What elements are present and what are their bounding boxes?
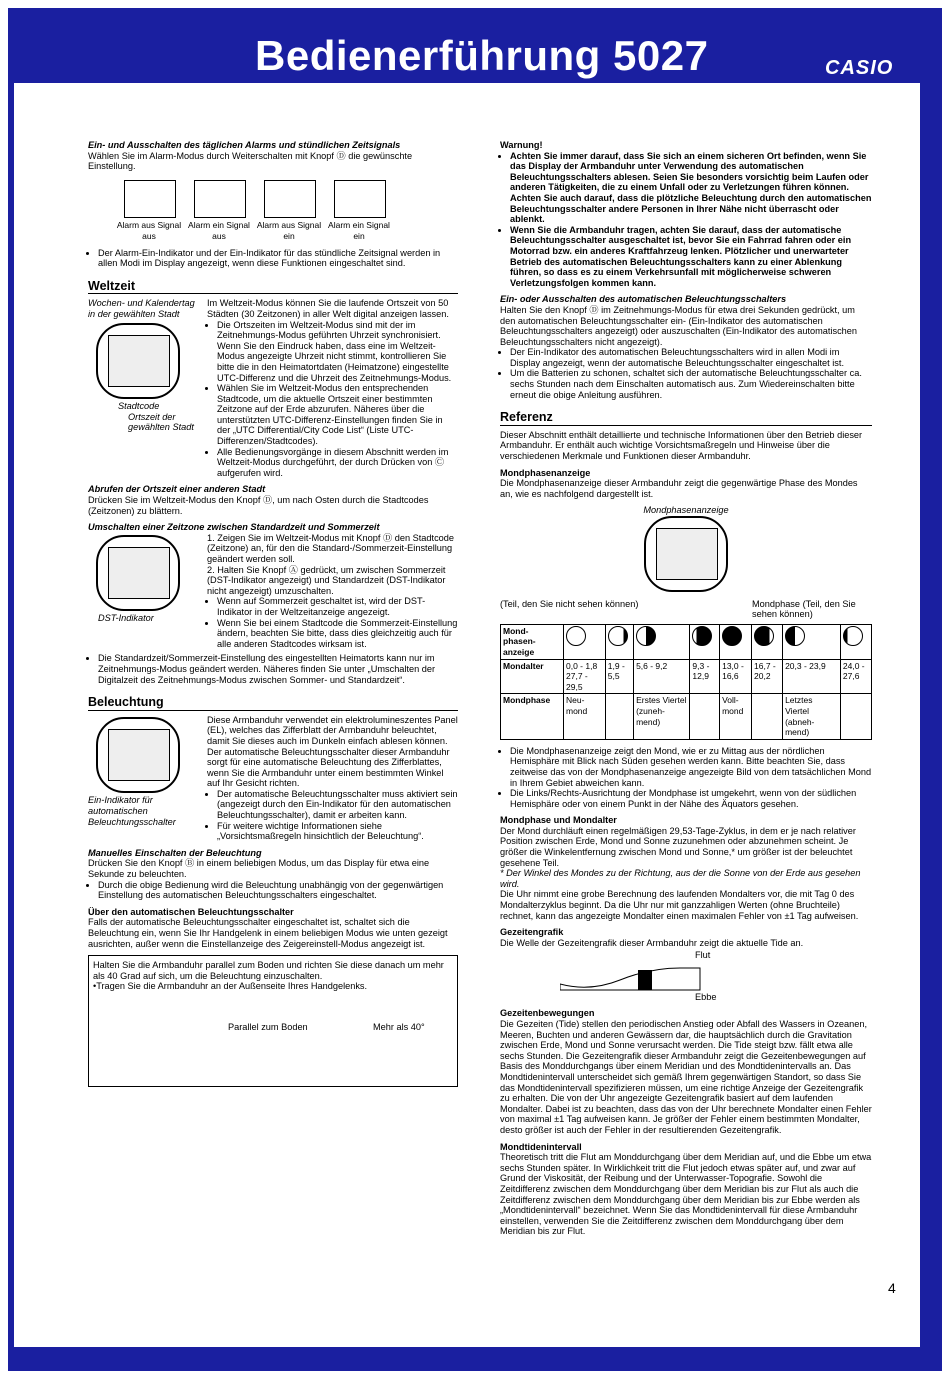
moon-icon <box>752 624 783 659</box>
mond-bullet: • Die Links/Rechts-Ausrichtung der Mondphase ist umgekehrt, wenn von der südlichen Hemisphäre oder von einem Punkt in der Nähe des Äquators gesehen. <box>510 788 872 809</box>
right-column <box>500 140 872 1237</box>
watch-illustration <box>96 323 180 399</box>
weltzeit-label-day: Wochen- und Kalendertag in der gewählten Stadt <box>88 298 195 319</box>
moon-age: 5,6 - 9,2 <box>634 659 690 694</box>
umschalten-bullet: • Wenn auf Sommerzeit geschaltet ist, wird der DST-Indikator in der Weltzeitanzeige angezeigt. <box>217 596 458 617</box>
moon-icon <box>564 624 606 659</box>
watch-illustration <box>96 535 180 611</box>
moon-icon <box>634 624 690 659</box>
tide-wave <box>560 962 720 992</box>
alarm-state-label: Alarm ein Signal ein <box>328 220 390 241</box>
tilt-illustration <box>93 992 453 1082</box>
alarm-diagram <box>116 180 458 242</box>
gezeit-heading: Gezeitengrafik <box>500 927 564 938</box>
beleuchtung-figure <box>88 715 203 842</box>
mond-figure <box>500 516 872 595</box>
alter-heading: Mondphase und Mondalter <box>500 815 617 826</box>
mond-text: Die Mondphasenanzeige dieser Armbanduhr zeigt die gegenwärtige Phase des Mondes an, wie es nachfolgend dargestellt ist. <box>500 478 858 499</box>
moon-phase <box>752 694 783 739</box>
abrufen-heading: Abrufen der Ortszeit einer anderen Stadt <box>88 484 266 495</box>
weltzeit-heading: Weltzeit <box>88 281 458 295</box>
switch-bullet: • Der Ein-Indikator des automatischen Beleuchtungsschalters wird in allen Modi im Display angezeigt, wenn der automatische Beleuchtungsschalter eingeschaltet ist. <box>510 347 872 368</box>
weltzeit-label-city: Stadtcode <box>118 401 160 412</box>
moon-age: 0,0 - 1,8 27,7 - 29,5 <box>564 659 606 694</box>
manuell-heading: Manuelles Einschalten der Beleuchtung <box>88 847 262 858</box>
moon-age: 20,3 - 23,9 <box>783 659 841 694</box>
umschalten-bullet: • Wenn Sie bei einem Stadtcode die Sommerzeit-Einstellung ändern, beachten Sie bitte, dass dies gleichzeitig auch für alle anderen Stadtcodes wirksam ist. <box>217 618 458 650</box>
left-column <box>88 140 458 1087</box>
umschalten-step: 2. Halten Sie Knopf Ⓐ gedrückt, um zwischen Sommerzeit (DST-Indikator angezeigt) und Standardzeit (DST-Indikator nicht angezeigt) umzuschalten. <box>207 564 446 596</box>
auto-text: Falls der automatische Beleuchtungsschalter eingeschaltet ist, schaltet sich die Beleuchtung ein, wenn Sie Ihr Handgelenk in einem beliebigen Modus wie unten gezeigt ausrichten, außer wenn die Einstellanzeige des Zeigereinstell-Modus angezeigt ist. <box>88 917 448 949</box>
flut-label: Flut <box>695 950 711 961</box>
watch-display <box>108 547 170 599</box>
table-row-label: Mond-phasen-anzeige <box>501 624 564 659</box>
moon-age: 16,7 - 20,2 <box>752 659 783 694</box>
moon-icon <box>783 624 841 659</box>
manuell-text: Drücken Sie den Knopf Ⓑ in einem beliebigen Modus, um das Display für etwa eine Sekunde zu beleuchten. <box>88 858 430 880</box>
bew-text: Die Gezeiten (Tide) stellen den periodischen Anstieg oder Abfall des Wassers in Ozeanen, Meeren, Buchten und anderen Gewässern dar, die hauptsächlich durch die Gravitation zwischen Erde, Mond und Sonne verursacht werden. Die Tide steigt bzw. fällt etwa alle sechs Stunden. Die Gezeitengrafik dieser Armbanduhr zeigt die Gezeitenbewegungen auf Basis des Monddurchgangs über einem Meridian und des Mondtidenintervalls an. Das Mondtidenintervall unterscheidet sich gemäß Ihrem gegenwärtigen Standort, so dass Sie das Mondtidenintervall spezifizieren müssen, um eine richtige Anzeige der Gezeitengrafik zu erhalten. Die von der Uhr angezeigte Gezeitengrafik basiert auf dem laufenden Mondalter. Dabei ist zu beachten, dass das von der Uhr berechnete Mondalter einen Fehler von maximal ±1 Tag aufweisen kann. Je größer der Fehler einem bestimmten Mondalter, desto größer ist auch der Fehler in der resultierenden Gezeitengrafik. <box>500 1019 872 1135</box>
alter-text: Der Mond durchläuft einen regelmäßigen 29,53-Tage-Zyklus, in dem er je nach relativer Position zwischen Erde, Mond und Sonne zuzunehmen oder abzunehmen scheint. Je größer die Winkelentfernung zwischen Mond und Sonne,* um größer ist der beleuchtet gesehene Teil. <box>500 825 856 868</box>
alarm-state-label: Alarm aus Signal ein <box>256 220 322 241</box>
switch-text: Halten Sie den Knopf Ⓓ im Zeitnehmungs-Modus für etwa drei Sekunden gedrückt, um den automatischen Beleuchtungsschalter ein- (Ein-Indikator des automatischen Beleuchtungsschalters angezeigt) oder auszuschalten (Ein-Indikator des automatischen Beleuchtungsschalters nicht angezeigt). <box>500 304 857 347</box>
tilt-instruction-box <box>88 955 458 1087</box>
box-text: Halten Sie die Armbanduhr parallel zum Boden und richten Sie diese danach um mehr als 40 Grad auf sich, um die Beleuchtung einzuschalten. <box>93 960 444 981</box>
weltzeit-bullet: • Alle Bedienungsvorgänge in diesem Abschnitt werden im Weltzeit-Modus durchgeführt, der durch Drücken von Ⓒ aufgerufen wird. <box>217 447 458 479</box>
moon-age: 1,9 - 5,5 <box>605 659 633 694</box>
moon-age: 13,0 - 16,6 <box>720 659 752 694</box>
switch-bullet: • Um die Batterien zu schonen, schaltet sich der automatische Beleuchtungsschalter ca. sechs Stunden nach dem Einschalten automatisch aus. Zum Wiedereinschalten bitte erneut die obige Anleitung ausführen. <box>510 368 872 400</box>
referenz-heading: Referenz <box>500 412 872 426</box>
alarm-note: • Der Alarm-Ein-Indikator und der Ein-Indikator für das stündliche Zeitsignal werden in allen Modi im Display angezeigt, wenn diese Funktionen eingeschaltet sind. <box>98 248 458 269</box>
moon-phase: Erstes Viertel (zuneh-mend) <box>634 694 690 739</box>
referenz-text: Dieser Abschnitt enthält detaillierte und technische Informationen über den Betrieb dieser Armbanduhr. Er enthält auch wichtige Vorsichtsmaßregeln und Hinweise über die verschiedenen Merkmale und Funktionen dieser Armbanduhr. <box>500 429 863 462</box>
warning-title: Warnung! <box>500 140 543 150</box>
moon-icon <box>720 624 752 659</box>
box-bullet: •Tragen Sie die Armbanduhr an der Außenseite Ihres Handgelenks. <box>93 981 368 992</box>
weltzeit-bullet: • Die Ortszeiten im Weltzeit-Modus sind mit der im Zeitnehmungs-Modus geführten Uhrzeit synchronisiert. Wenn Sie den Eindruck haben, dass eine im Weltzeit-Modus angezeigte Uhrzeit nicht stimmt, kontrollieren Sie bitte die in den Heimatortdaten (Heimatzone) eingestellte UTC-Differenz und die Uhrzeit des Zeitnehmungs-Modus. <box>217 320 458 384</box>
switch-heading: Ein- oder Ausschalten des automatischen Beleuchtungsschalters <box>500 294 787 305</box>
moon-phase: Neu-mond <box>564 694 606 739</box>
alarm-display-3 <box>264 180 316 218</box>
table-row-label: Mondalter <box>501 659 564 694</box>
box-label-angle: Mehr als 40° <box>373 1021 425 1032</box>
umschalten-note: • Die Standardzeit/Sommerzeit-Einstellung des eingestellten Heimatorts kann nur im Zeitnehmungs-Modus geändert werden. Näheres finden Sie unter „Umschalten der Digitalzeit des Zeitnehmungs-Modus zwischen Sommer- und Standardzeit“. <box>98 653 458 685</box>
warning-bullet: • Wenn Sie die Armbanduhr tragen, achten Sie darauf, dass der automatische Beleuchtungsschalter ausgeschaltet ist, bevor Sie ein Fahrrad fahren oder ein Motorrad bzw. ein anderes Kraftfahrzeug lenken. Plötzlicher und unerwarteter Betrieb des automatischen Beleuchtungsschalters kann zu einer Ablenkung führen, so dass es zu einem Verkehrsunfall mit möglicherweise schweren Verletzungsfolgen kommen kann. <box>510 225 872 289</box>
manuell-bullet: • Durch die obige Bedienung wird die Beleuchtung unabhängig von der gegenwärtigen Einstellung des automatischen Beleuchtungsschalters eingeschaltet. <box>98 880 458 901</box>
mond-bullet: • Die Mondphasenanzeige zeigt den Mond, wie er zu Mittag aus der nördlichen Hemisphäre mit Blick nach Süden gesehen werden kann. Bitte beachten Sie, dass zeitweise das von der Mondphasenanzeige angezeigte Bild von dem tatsächlichen Mond in Ihrem Gebiet abweichen kann. <box>510 746 872 788</box>
page-number: 4 <box>888 1280 896 1296</box>
mond-table <box>500 624 872 740</box>
page-title: Bedienerführung 5027 <box>255 32 709 79</box>
ebbe-label: Ebbe <box>695 992 717 1003</box>
watch-display <box>656 528 718 580</box>
alter-text-2: Die Uhr nimmt eine grobe Berechnung des laufenden Mondalters vor, die mit Tag 0 des Mondalterzyklus beginnt. Da die Uhr nur mit ganzzahligen Werten (ohne Bruchteile) rechnet, kann das angezeigte Mondalter einen maximalen Fehler von ±1 Tag aufweisen. <box>500 889 859 921</box>
mond-figure-label: Mondphasenanzeige <box>643 505 729 516</box>
alarm-heading: Ein- und Ausschalten des täglichen Alarms und stündlichen Zeitsignals <box>88 140 401 150</box>
alarm-display-1 <box>124 180 176 218</box>
beleuchtung-bullet: • Für weitere wichtige Informationen siehe „Vorsichtsmaßregeln hinsichtlich der Beleuchtung“. <box>217 821 458 842</box>
auto-heading: Über den automatischen Beleuchtungsschalter <box>88 906 294 917</box>
moon-icon <box>690 624 720 659</box>
box-label-parallel: Parallel zum Boden <box>228 1021 308 1032</box>
moon-icon <box>605 624 633 659</box>
alter-note: * Der Winkel des Mondes zu der Richtung, aus der die Sonne von der Erde aus gesehen wird. <box>500 868 861 889</box>
abrufen-text: Drücken Sie im Weltzeit-Modus den Knopf Ⓓ, um nach Osten durch die Stadtcodes (Zeitzonen) zu blättern. <box>88 495 429 516</box>
alarm-state-label: Alarm aus Signal aus <box>116 220 182 241</box>
moon-age: 24,0 - 27,6 <box>840 659 871 694</box>
weltzeit-label-time: Ortszeit der gewählten Stadt <box>128 411 194 433</box>
beleuchtung-intro: Diese Armbanduhr verwendet ein elektrolumineszentes Panel (EL), welches das Zifferblatt der Armbanduhr beleuchtet, damit Sie dieses auch im Dunkeln einfach ablesen können. Der automatische Beleuchtungsschalter dieser Armbanduhr sorgt für eine automatische Beleuchtung des Zifferblattes, wenn Sie die Armbanduhr unter einem bestimmten Winkel auf Ihr Gesicht richten. <box>207 714 458 789</box>
alarm-display-2 <box>194 180 246 218</box>
table-row-label: Mondphase <box>501 694 564 739</box>
watch-display <box>108 729 170 781</box>
beleuchtung-label: Ein-Indikator für automatischen Beleuchtungsschalter <box>88 795 176 827</box>
tide-graph <box>500 948 872 1004</box>
moon-phase <box>690 694 720 739</box>
weltzeit-figure <box>88 298 203 478</box>
gezeit-text: Die Welle der Gezeitengrafik dieser Armbanduhr zeigt die aktuelle Tide an. <box>500 937 804 948</box>
alarm-display-4 <box>334 180 386 218</box>
int-heading: Mondtidenintervall <box>500 1141 582 1152</box>
beleuchtung-bullet: • Der automatische Beleuchtungsschalter muss aktiviert sein (angezeigt durch den Ein-Indikator für den automatischen Beleuchtungsschalter), damit er arbeiten kann. <box>217 789 458 821</box>
watch-display <box>108 335 170 387</box>
moon-phase: Letztes Viertel (abneh-mend) <box>783 694 841 739</box>
beleuchtung-heading: Beleuchtung <box>88 697 458 711</box>
int-text: Theoretisch tritt die Flut am Monddurchgang über dem Meridian auf, und die Ebbe um etwa sechs Stunden später. In Wirklichkeit tritt die Flut jedoch etwas später auf, und zwar auf Grund der Viskosität, der Reibung und der Unterwasser-Topografie. Sowohl die Zeitdifferenz zwischen dem Monddurchgang über dem Meridian bis zur Flut als auch die Zeitdifferenz zwischen dem Monddurchgang über dem Meridian bis zur Ebbe werden als „Mondtidenintervall“ bezeichnet. Wenn Sie das Mondtidenintervall für diese Armbanduhr einstellen, verwenden Sie die Zeitdifferenz zwischen dem Monddurchgang über dem Meridian bis zur Flut. <box>500 1152 872 1237</box>
dst-label: DST-Indikator <box>98 613 154 624</box>
mond-fig-right-label: Mondphase (Teil, den Sie sehen können) <box>752 598 856 620</box>
brand-logo: CASIO <box>825 57 894 79</box>
moon-phase: Voll-mond <box>720 694 752 739</box>
moon-icon <box>840 624 871 659</box>
bew-heading: Gezeitenbewegungen <box>500 1008 595 1019</box>
moon-phase <box>605 694 633 739</box>
weltzeit-intro: Im Weltzeit-Modus können Sie die laufende Ortszeit von 50 Städten (30 Zeitzonen) in aller Welt digital anzeigen lassen. <box>207 298 449 319</box>
moon-age: 9,3 - 12,9 <box>690 659 720 694</box>
moon-phase <box>840 694 871 739</box>
warning-bullet: • Achten Sie immer darauf, dass Sie sich an einem sicheren Ort befinden, wenn Sie das Display der Armbanduhr unter Verwendung des automatischen Beleuchtungsschalters ablesen. Seien Sie besonders vorsichtig beim Laufen oder anderen Tätigkeiten, die zu einem Unfall oder zu Verletzungen führen können. Achten Sie auch darauf, dass die plötzliche Beleuchtung durch den automatischen Beleuchtungsschalter andere Personen in Ihrer Nähe nicht überrascht oder ablenkt. <box>510 151 872 225</box>
alarm-text: Wählen Sie im Alarm-Modus durch Weiterschalten mit Knopf Ⓓ die gewünschte Einstellung. <box>88 150 413 172</box>
umschalten-heading: Umschalten einer Zeitzone zwischen Standardzeit und Sommerzeit <box>88 522 380 533</box>
umschalten-step: 1. Zeigen Sie im Weltzeit-Modus mit Knopf Ⓓ den Stadtcode (Zeitzone) an, für den die Standard-/Sommerzeit-Einstellung geändert werden soll. <box>207 532 454 564</box>
mond-heading: Mondphasenanzeige <box>500 467 591 478</box>
alarm-state-label: Alarm ein Signal aus <box>188 220 250 241</box>
dst-figure <box>88 533 203 650</box>
weltzeit-bullet: • Wählen Sie im Weltzeit-Modus den entsprechenden Stadtcode, um die aktuelle Ortszeit einer bestimmten Zeitzone auf der Erde abzurufen. Näheres über die unterstützten UTC-Differenz-Einstellungen finden Sie in der „UTC Differential/City Code List“ (Liste UTC-Differenzen/Stadtcodes). <box>217 383 458 447</box>
mond-fig-left-label: (Teil, den Sie nicht sehen können) <box>500 598 639 609</box>
watch-illustration <box>96 717 180 793</box>
watch-illustration <box>644 516 728 592</box>
